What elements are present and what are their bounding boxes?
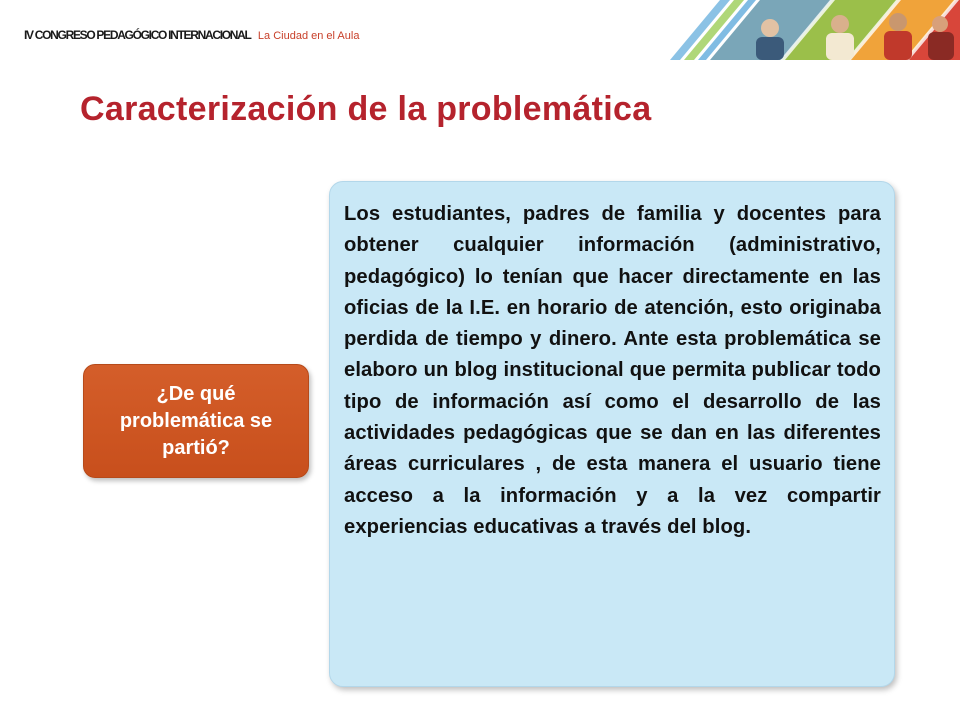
answer-box <box>329 181 895 687</box>
photo-collage-image <box>670 0 960 60</box>
congress-header <box>24 28 359 42</box>
header-photo-banner <box>670 0 960 60</box>
answer-text: Los estudiantes, padres de familia y docentes para obtener cualquier información (administrativo, pedagógico) lo tenían que hacer directamente en las oficias de la I.E. en horario de atención, esto originaba perdida de tiempo y dinero. Ante esta problemática se elaboro un blog institucional que permita publicar todo tipo de información así como el desarrollo de las actividades pedagógicas que se dan en las diferentes áreas curriculares , de esta manera el usuario tiene acceso a la información y a la vez compartir experiencias educativas a través del blog. <box>344 203 881 538</box>
question-box <box>83 364 309 478</box>
question-text: ¿De qué problemática se partió? <box>119 382 273 459</box>
congress-subtitle: La Ciudad en el Aula <box>257 30 360 42</box>
congress-name: IV CONGRESO PEDAGÓGICO INTERNACIONAL <box>24 28 251 42</box>
slide-title: Caracterización de la problemática <box>80 90 652 128</box>
